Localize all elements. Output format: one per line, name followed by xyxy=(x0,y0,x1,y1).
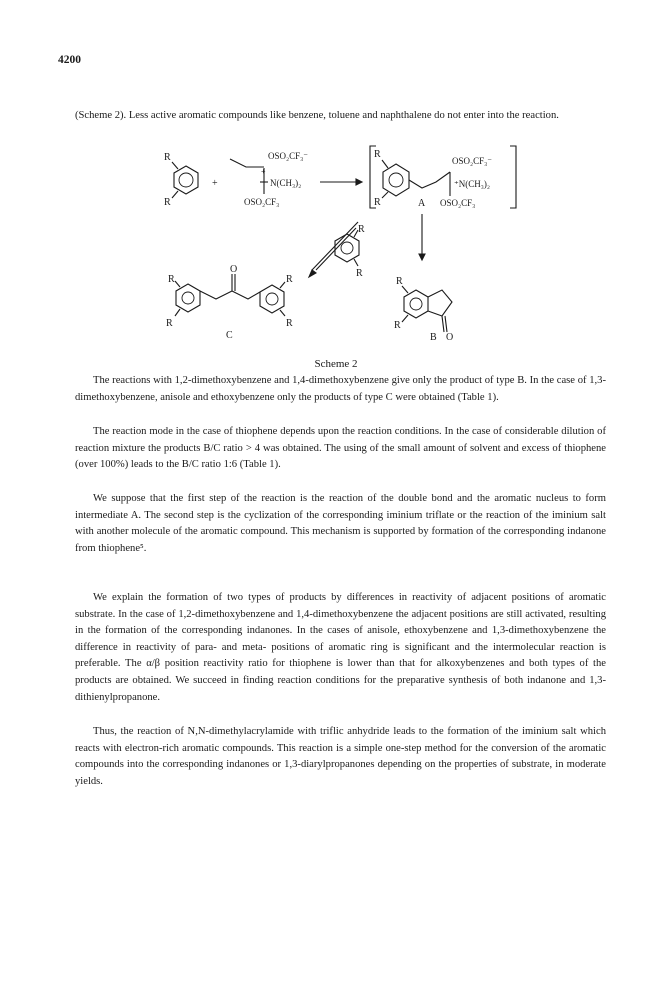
bracket-right xyxy=(510,146,516,208)
product-b-arene-ring xyxy=(404,290,428,318)
label-b: B xyxy=(430,332,437,343)
reactant-r-top: R xyxy=(164,152,171,163)
page-number: 4200 xyxy=(58,54,81,66)
plus-sign: + xyxy=(212,178,218,189)
reactant-arene-ring xyxy=(174,166,198,194)
label-a: A xyxy=(418,198,426,209)
reagent-dimethylamino: N(CH₃)₂ xyxy=(270,178,302,188)
reagent-triflate: OSO₂CF₃ xyxy=(244,197,280,207)
reagent-otf-anion: OSO₂CF₃⁻ xyxy=(268,151,309,161)
paragraph-5: Thus, the reaction of N,N-dimethylacrylamide with triflic anhydride leads to the formation of the iminium salt which reacts with electron-rich aromatic compounds. This reaction is a simple one-step method for the conversion of the aromatic compounds into the corresponding indanones or 1,3-diarylpropanones depending on the properties of substrate, in moderate yields. xyxy=(75,726,606,787)
intermediate-triflate: OSO₂CF₃ xyxy=(440,198,476,208)
intermediate-otf-anion: OSO₂CF₃⁻ xyxy=(452,156,493,166)
product-c-chain xyxy=(200,291,260,299)
intermediate-r-bottom: R xyxy=(374,197,381,208)
reaction-scheme xyxy=(160,142,530,372)
second-arene-r-bottom: R xyxy=(356,268,363,279)
product-c-left-ring xyxy=(176,284,200,312)
product-c-r-bottom-left: R xyxy=(166,318,173,329)
intermediate-a-ring xyxy=(383,164,409,196)
vinyl-group xyxy=(230,159,264,167)
intermediate-iminium: ⁺N(CH₃)₂ xyxy=(454,179,491,189)
product-b-r-bottom: R xyxy=(394,320,401,331)
intro-paragraph: (Scheme 2). Less active aromatic compounds like benzene, toluene and naphthalene do not enter into the reaction. xyxy=(75,110,559,121)
paragraph-3: We suppose that the first step of the reaction is the reaction of the double bond and the aromatic nucleus to form intermediate A. The second step is the cyclization of the corresponding iminium triflate or the reaction of the iminium salt with another molecule of the aromatic compound. This mechanism is supported by formation of the corresponding indanone from thiophene⁵. xyxy=(75,493,606,554)
product-c-r-top-left: R xyxy=(168,274,175,285)
reactant-r-bottom: R xyxy=(164,197,171,208)
intermediate-r-top: R xyxy=(374,149,381,160)
product-c-right-ring xyxy=(260,285,284,313)
paragraph-2: The reaction mode in the case of thiophene depends upon the reaction conditions. In the case of considerable dilution of reaction mixture the products B/C ratio > 4 was obtained. The using of the small amount of solvent and excess of thiophene (over 100%) leads to the B/C ratio 1:6 (Table 1). xyxy=(75,426,606,471)
second-arene-r-top: R xyxy=(358,224,365,235)
reagent-plus-charge: + xyxy=(261,167,266,176)
product-c-oxygen: O xyxy=(230,264,238,275)
product-b-r-top: R xyxy=(396,276,403,287)
product-b-cyclopentanone xyxy=(428,290,452,316)
product-c-r-top-right: R xyxy=(286,274,293,285)
scheme-caption: Scheme 2 xyxy=(314,358,358,370)
label-c: C xyxy=(226,330,233,341)
product-c-r-bottom-right: R xyxy=(286,318,293,329)
scheme-2-diagram xyxy=(160,142,530,372)
intermediate-a-chain xyxy=(409,172,450,188)
paragraph-1: The reactions with 1,2-dimethoxybenzene and 1,4-dimethoxybenzene give only the product of type B. In the case of 1,3-dimethoxybenzene, anisole and ethoxybenzene only the products of type C were obtained (Table 1). xyxy=(75,375,606,403)
product-b-oxygen: O xyxy=(446,332,454,343)
paragraph-4: We explain the formation of two types of products by differences in reactivity of adjacent positions of aromatic substrate. In the case of 1,2-dimethoxybenzene and 1,4-dimethoxybenzene the adjacent positions are still activated, resulting in the formation of the corresponding indanones. In the cases of anisole, ethoxybenzene and 1,3-dimethoxybenzene the difference in reactivity of para- and meta- positions of aromatic ring is significant and the intermolecular reaction is preferable. The α/β position reactivity ratio for thiophene is lower than that for alkoxybenzenes and both types of the products are obtained. We succeed in finding reaction conditions for the preparative synthesis of both indanone and 1,3-dithienylpropanone. xyxy=(75,592,606,703)
